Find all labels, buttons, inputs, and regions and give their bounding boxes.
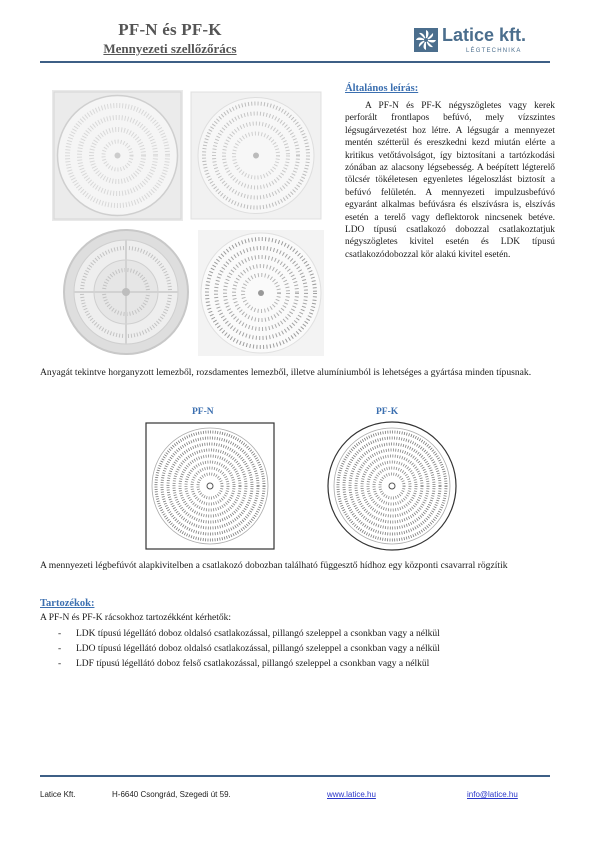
page-subtitle: Mennyezeti szellőzőrács xyxy=(103,41,237,56)
product-photo-square-grille xyxy=(52,90,183,221)
diagram-label-pfk: PF-K xyxy=(376,407,399,417)
accessory-ldk: LDK típusú légellátó doboz oldalsó csatlakozással, pillangó szeleppel a csonkban vagy a nélkül xyxy=(76,629,440,639)
fan-logo-icon xyxy=(414,28,438,52)
description-text: A PF-N és PF-K négyszögletes vagy kerek perforált frontlapos befúvó, mely vízszintes légsugárvezetést hoz létre. A légsugár a mennyezet mentén szétterül és ereszkedni kezd miután elérte a kritikus vetőtávolságot, így biztosítani a tartózkodási zónában az alacsony légsebesség. A beépített légterelő tölcsér tökéletesen egyenletes légeloszlást biztosít a befúvó felületén. A mennyezeti impulzusbefúvó egyaránt alkalmas befúvásra és elszívásra is, elszívás esetén a terelő vagy deflektorok nincsenek betéve. LDO típusú csatlakozó dobozzal csatlakoztatjuk négyszögletes kivitel esetén és LDK típusú csatlakozódobozzal kör alakú kivitel esetén. xyxy=(345,101,555,260)
accessories-intro: A PF-N és PF-K rácsokhoz tartozékként kérhetők: xyxy=(40,613,232,623)
material-paragraph: Anyagát tekintve horganyzott lemezből, rozsdamentes lemezből, illetve alumíniumból is lehetséges a gyártása minden típusnak. xyxy=(40,367,532,378)
product-photo-square-front xyxy=(188,90,324,221)
dash-bullet-icon: - xyxy=(58,629,62,639)
footer-address: H-6640 Csongrád, Szegedi út 59. xyxy=(112,790,231,799)
list-item xyxy=(58,657,440,672)
description-heading: Általános leírás: xyxy=(345,83,419,94)
accessory-ldo: LDO típusú légellátó doboz oldalsó csatlakozással, pillangó szeleppel a csonkban vagy a nélkül xyxy=(76,644,440,654)
dash-bullet-icon: - xyxy=(58,659,62,669)
footer-email-link[interactable]: info@latice.hu xyxy=(467,790,518,799)
product-photo-round-front xyxy=(196,228,326,358)
company-logo xyxy=(414,25,554,59)
list-item xyxy=(58,627,440,642)
footer-company: Latice Kft. xyxy=(40,790,76,799)
accessories-heading: Tartozékok: xyxy=(40,598,95,609)
dash-bullet-icon: - xyxy=(58,644,62,654)
list-item xyxy=(58,642,440,657)
footer-divider xyxy=(40,775,550,777)
header-divider xyxy=(40,61,550,63)
pfk-drawing xyxy=(326,419,458,553)
logo-name: Latice kft. xyxy=(442,25,527,45)
logo-subtitle: LÉGTECHNIKA xyxy=(466,48,522,54)
page-title: PF-N és PF-K xyxy=(118,20,222,39)
diagram-label-pfn: PF-N xyxy=(192,407,214,417)
product-photo-round-grille xyxy=(62,228,190,356)
accessories-list xyxy=(58,627,440,672)
pfn-drawing xyxy=(145,422,275,550)
mounting-paragraph: A mennyezeti légbefúvót alapkivitelben a csatlakozó dobozban található függesztő hídhoz egy központi csavarral rögzítik xyxy=(40,560,508,571)
footer-web-link[interactable]: www.latice.hu xyxy=(327,790,376,799)
accessory-ldf: LDF típusú légellátó doboz felső csatlakozással, pillangó szeleppel a csonkban vagy a nélkül xyxy=(76,659,430,669)
